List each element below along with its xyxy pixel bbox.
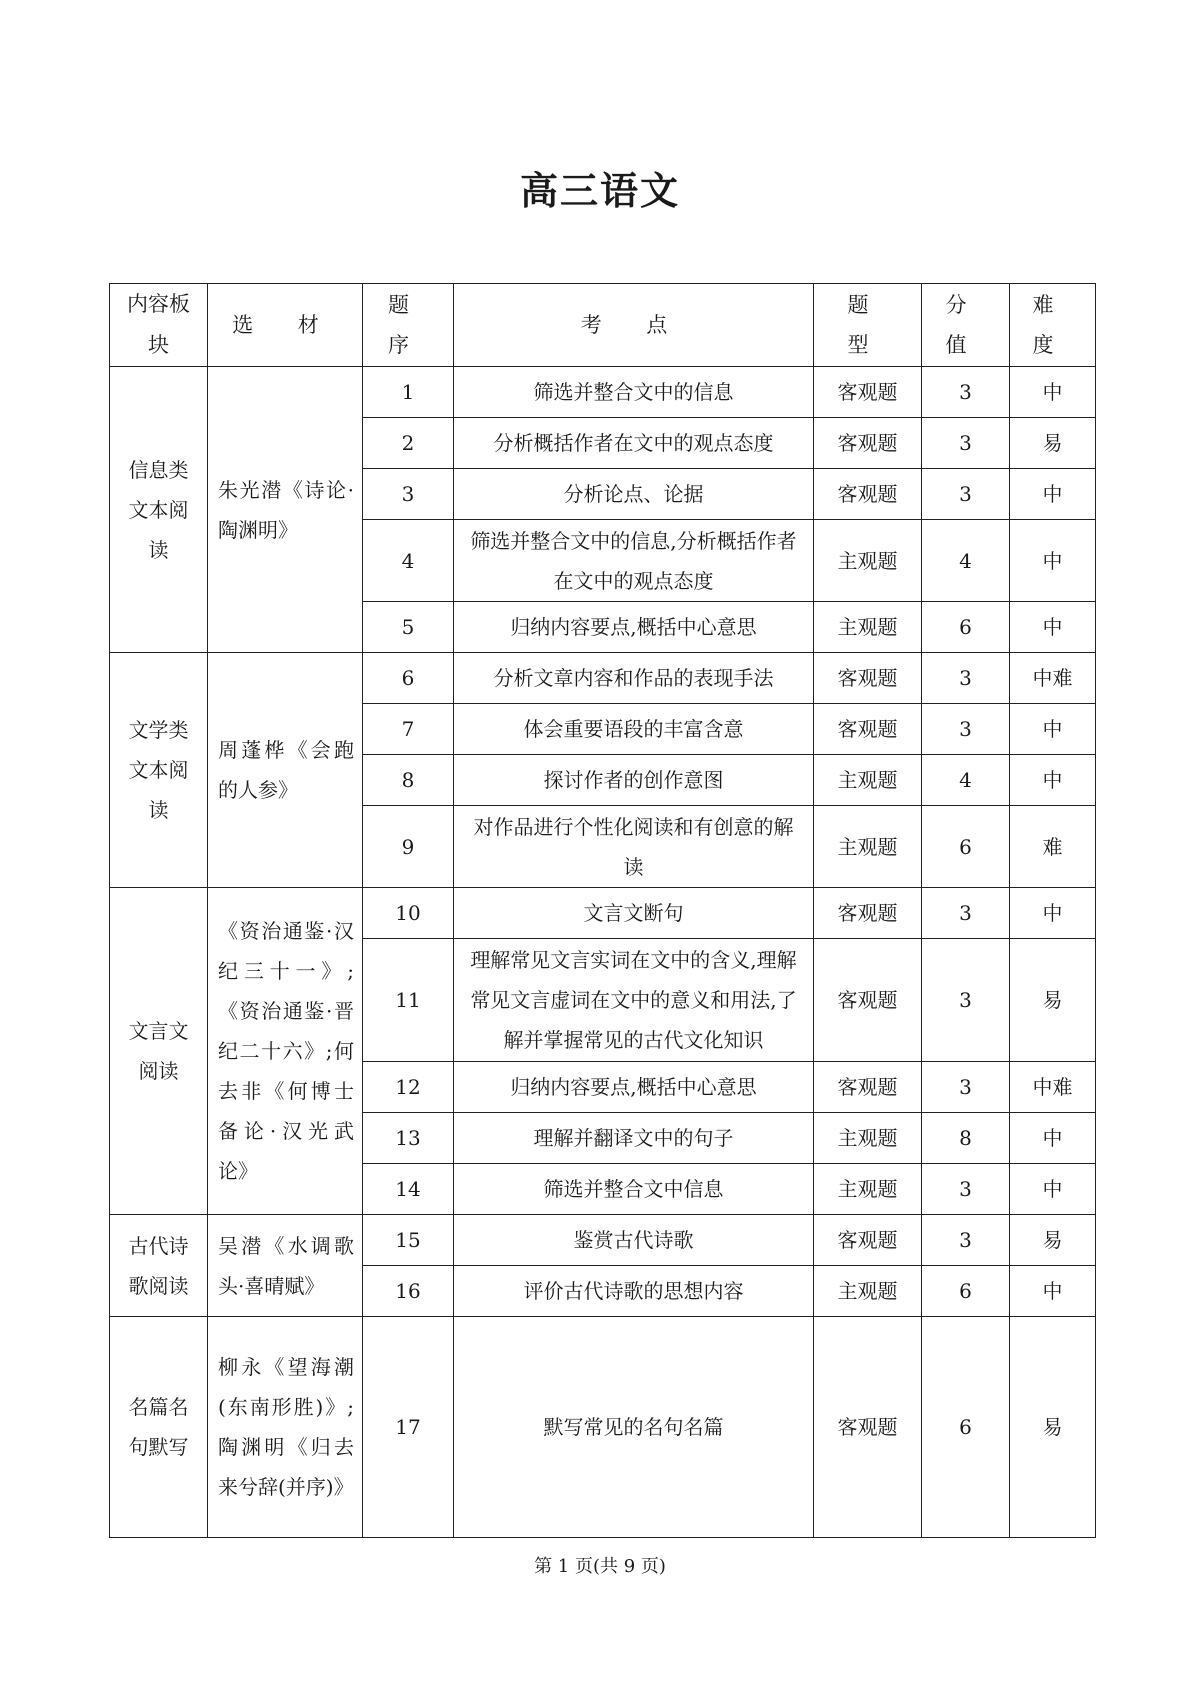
- material-cell: 周蓬桦《会跑的人参》: [208, 653, 363, 888]
- section-name: 名篇名句默写: [110, 1317, 208, 1538]
- difficulty-level: 易: [1010, 1215, 1096, 1266]
- question-type: 主观题: [814, 520, 922, 602]
- exam-point: 理解并翻译文中的句子: [454, 1113, 814, 1164]
- difficulty-level: 中: [1010, 1113, 1096, 1164]
- difficulty-level: 中难: [1010, 1062, 1096, 1113]
- score-value: 3: [922, 653, 1010, 704]
- header-section: 内容板块: [110, 284, 208, 367]
- question-number: 8: [363, 755, 454, 806]
- material-cell: 朱光潜《诗论·陶渊明》: [208, 367, 363, 653]
- section-name: 文学类文本阅读: [110, 653, 208, 888]
- exam-point: 筛选并整合文中的信息: [454, 367, 814, 418]
- header-number: 题 序: [363, 284, 454, 367]
- question-number: 14: [363, 1164, 454, 1215]
- difficulty-level: 中: [1010, 888, 1096, 939]
- exam-point: 理解常见文言实词在文中的含义,理解常见文言虚词在文中的意义和用法,了解并掌握常见的古代文化知识: [454, 939, 814, 1062]
- difficulty-level: 易: [1010, 1317, 1096, 1538]
- table-header-row: [110, 284, 1096, 367]
- table-row: [110, 888, 1096, 939]
- score-value: 3: [922, 1215, 1010, 1266]
- header-difficulty: 难 度: [1010, 284, 1096, 367]
- question-number: 5: [363, 602, 454, 653]
- score-value: 8: [922, 1113, 1010, 1164]
- header-type: 题 型: [814, 284, 922, 367]
- difficulty-level: 中: [1010, 1266, 1096, 1317]
- exam-point: 分析文章内容和作品的表现手法: [454, 653, 814, 704]
- exam-point: 探讨作者的创作意图: [454, 755, 814, 806]
- difficulty-level: 中: [1010, 520, 1096, 602]
- question-number: 3: [363, 469, 454, 520]
- score-value: 3: [922, 418, 1010, 469]
- difficulty-level: 中难: [1010, 653, 1096, 704]
- exam-point: 体会重要语段的丰富含意: [454, 704, 814, 755]
- question-type: 客观题: [814, 653, 922, 704]
- score-value: 6: [922, 1317, 1010, 1538]
- score-value: 3: [922, 704, 1010, 755]
- question-number: 2: [363, 418, 454, 469]
- difficulty-level: 中: [1010, 367, 1096, 418]
- exam-point: 评价古代诗歌的思想内容: [454, 1266, 814, 1317]
- table-row: [110, 367, 1096, 418]
- exam-point: 分析概括作者在文中的观点态度: [454, 418, 814, 469]
- score-value: 3: [922, 939, 1010, 1062]
- exam-point: 默写常见的名句名篇: [454, 1317, 814, 1538]
- material-cell: 吴潜《水调歌头·喜晴赋》: [208, 1215, 363, 1317]
- table-row: [110, 653, 1096, 704]
- question-number: 17: [363, 1317, 454, 1538]
- question-type: 客观题: [814, 1215, 922, 1266]
- difficulty-level: 中: [1010, 602, 1096, 653]
- question-number: 11: [363, 939, 454, 1062]
- question-type: 客观题: [814, 469, 922, 520]
- question-number: 12: [363, 1062, 454, 1113]
- question-type: 客观题: [814, 1062, 922, 1113]
- table-row: [110, 1317, 1096, 1538]
- score-value: 3: [922, 367, 1010, 418]
- question-number: 4: [363, 520, 454, 602]
- score-value: 3: [922, 1062, 1010, 1113]
- exam-point: 对作品进行个性化阅读和有创意的解读: [454, 806, 814, 888]
- question-number: 10: [363, 888, 454, 939]
- difficulty-level: 易: [1010, 939, 1096, 1062]
- header-score: 分 值: [922, 284, 1010, 367]
- table-row: [110, 1215, 1096, 1266]
- exam-spec-table: [109, 283, 1096, 1538]
- section-name: 古代诗歌阅读: [110, 1215, 208, 1317]
- question-number: 15: [363, 1215, 454, 1266]
- page-footer: 第 1 页(共 9 页): [534, 1556, 666, 1577]
- question-number: 6: [363, 653, 454, 704]
- question-type: 客观题: [814, 888, 922, 939]
- question-type: 客观题: [814, 367, 922, 418]
- question-number: 1: [363, 367, 454, 418]
- exam-point: 归纳内容要点,概括中心意思: [454, 1062, 814, 1113]
- exam-point: 文言文断句: [454, 888, 814, 939]
- header-material: 选 材: [208, 284, 363, 367]
- difficulty-level: 中: [1010, 755, 1096, 806]
- difficulty-level: 中: [1010, 469, 1096, 520]
- exam-point: 筛选并整合文中的信息,分析概括作者在文中的观点态度: [454, 520, 814, 602]
- exam-point: 筛选并整合文中信息: [454, 1164, 814, 1215]
- score-value: 3: [922, 888, 1010, 939]
- exam-point: 归纳内容要点,概括中心意思: [454, 602, 814, 653]
- question-type: 客观题: [814, 704, 922, 755]
- material-cell: 《资治通鉴·汉纪三十一》;《资治通鉴·晋纪二十六》;何去非《何博士备论·汉光武论》: [208, 888, 363, 1215]
- page-title: 高三语文: [519, 169, 680, 213]
- difficulty-level: 中: [1010, 704, 1096, 755]
- score-value: 4: [922, 755, 1010, 806]
- question-type: 客观题: [814, 418, 922, 469]
- score-value: 6: [922, 1266, 1010, 1317]
- material-cell: 柳永《望海潮(东南形胜)》;陶渊明《归去来兮辞(并序)》: [208, 1317, 363, 1538]
- score-value: 6: [922, 602, 1010, 653]
- score-value: 3: [922, 469, 1010, 520]
- question-number: 16: [363, 1266, 454, 1317]
- exam-point: 鉴赏古代诗歌: [454, 1215, 814, 1266]
- exam-point: 分析论点、论据: [454, 469, 814, 520]
- question-number: 9: [363, 806, 454, 888]
- question-type: 主观题: [814, 1266, 922, 1317]
- difficulty-level: 中: [1010, 1164, 1096, 1215]
- question-type: 客观题: [814, 1317, 922, 1538]
- question-type: 主观题: [814, 755, 922, 806]
- question-type: 主观题: [814, 602, 922, 653]
- question-type: 主观题: [814, 1164, 922, 1215]
- question-type: 客观题: [814, 939, 922, 1062]
- question-type: 主观题: [814, 806, 922, 888]
- score-value: 4: [922, 520, 1010, 602]
- question-type: 主观题: [814, 1113, 922, 1164]
- question-number: 7: [363, 704, 454, 755]
- question-number: 13: [363, 1113, 454, 1164]
- section-name: 信息类文本阅读: [110, 367, 208, 653]
- difficulty-level: 易: [1010, 418, 1096, 469]
- score-value: 3: [922, 1164, 1010, 1215]
- difficulty-level: 难: [1010, 806, 1096, 888]
- section-name: 文言文阅读: [110, 888, 208, 1215]
- score-value: 6: [922, 806, 1010, 888]
- header-point: 考 点: [454, 284, 814, 367]
